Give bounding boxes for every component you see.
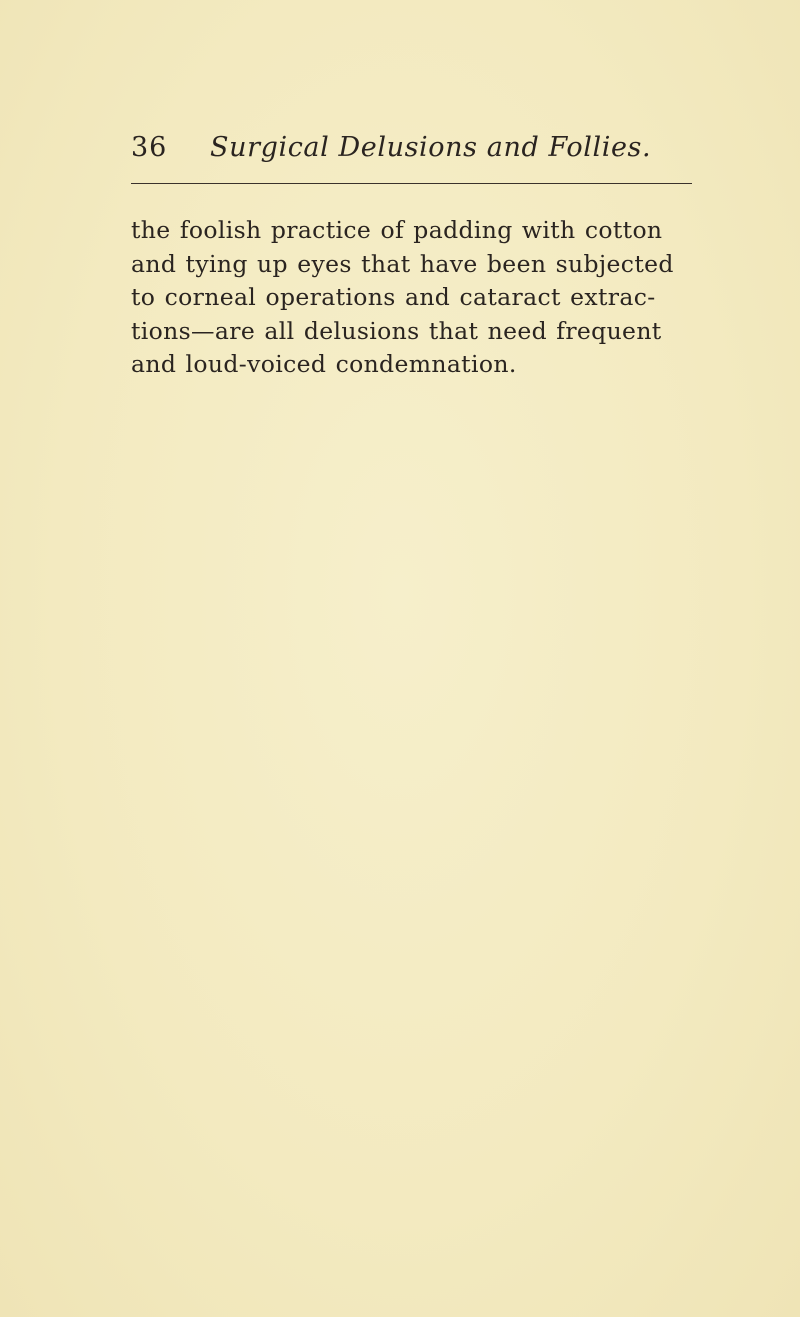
body-paragraph	[131, 214, 711, 382]
page-number: 36	[131, 132, 168, 163]
text-line: and tying up eyes that have been subjected	[131, 249, 674, 278]
text-line: tions—are all delusions that need frequent	[131, 316, 662, 345]
text-line: and loud-voiced condemnation.	[131, 350, 517, 379]
text-line: the foolish practice of padding with cotton	[131, 216, 663, 244]
running-title: Surgical Delusions and Follies.	[210, 132, 652, 163]
page-header	[131, 128, 691, 168]
text-line: to corneal operations and cataract extrac-	[131, 283, 656, 312]
header-rule	[131, 183, 692, 184]
